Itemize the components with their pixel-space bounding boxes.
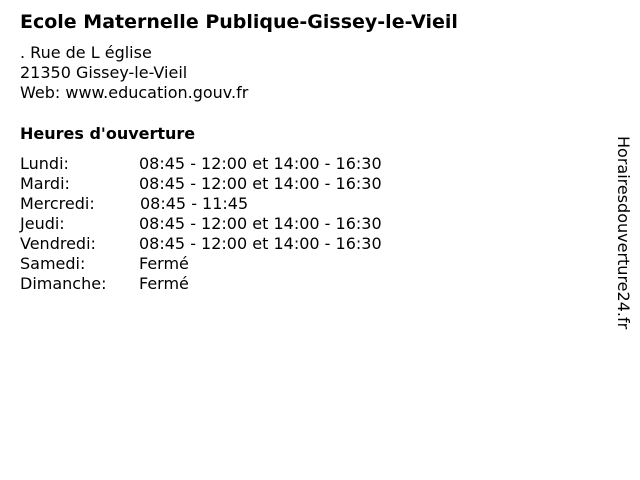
day-label: Mardi: [20,174,70,193]
time-value: 08:45 - 12:00 et 14:00 - 16:30 [139,154,382,173]
page-title: Ecole Maternelle Publique-Gissey-le-Vieil [20,11,458,33]
time-value: 08:45 - 12:00 et 14:00 - 16:30 [139,214,382,233]
address-web: Web: www.education.gouv.fr [20,83,249,102]
day-label: Jeudi: [20,214,65,233]
time-value: Fermé [139,274,189,293]
day-label: Mercredi: [20,194,95,213]
day-label: Lundi: [20,154,69,173]
time-value: Fermé [139,254,189,273]
watermark-text: Horairesdouverture24.fr [614,136,633,330]
day-label: Vendredi: [20,234,96,253]
day-label: Dimanche: [20,274,107,293]
time-value: 08:45 - 12:00 et 14:00 - 16:30 [139,174,382,193]
time-value: 08:45 - 12:00 et 14:00 - 16:30 [139,234,382,253]
time-value: 08:45 - 11:45 [140,194,249,213]
address-city: 21350 Gissey-le-Vieil [20,63,188,82]
address-block [20,43,248,103]
opening-hours-heading: Heures d'ouverture [20,124,196,143]
address-street: . Rue de L église [20,43,152,62]
day-label: Samedi: [20,254,86,273]
